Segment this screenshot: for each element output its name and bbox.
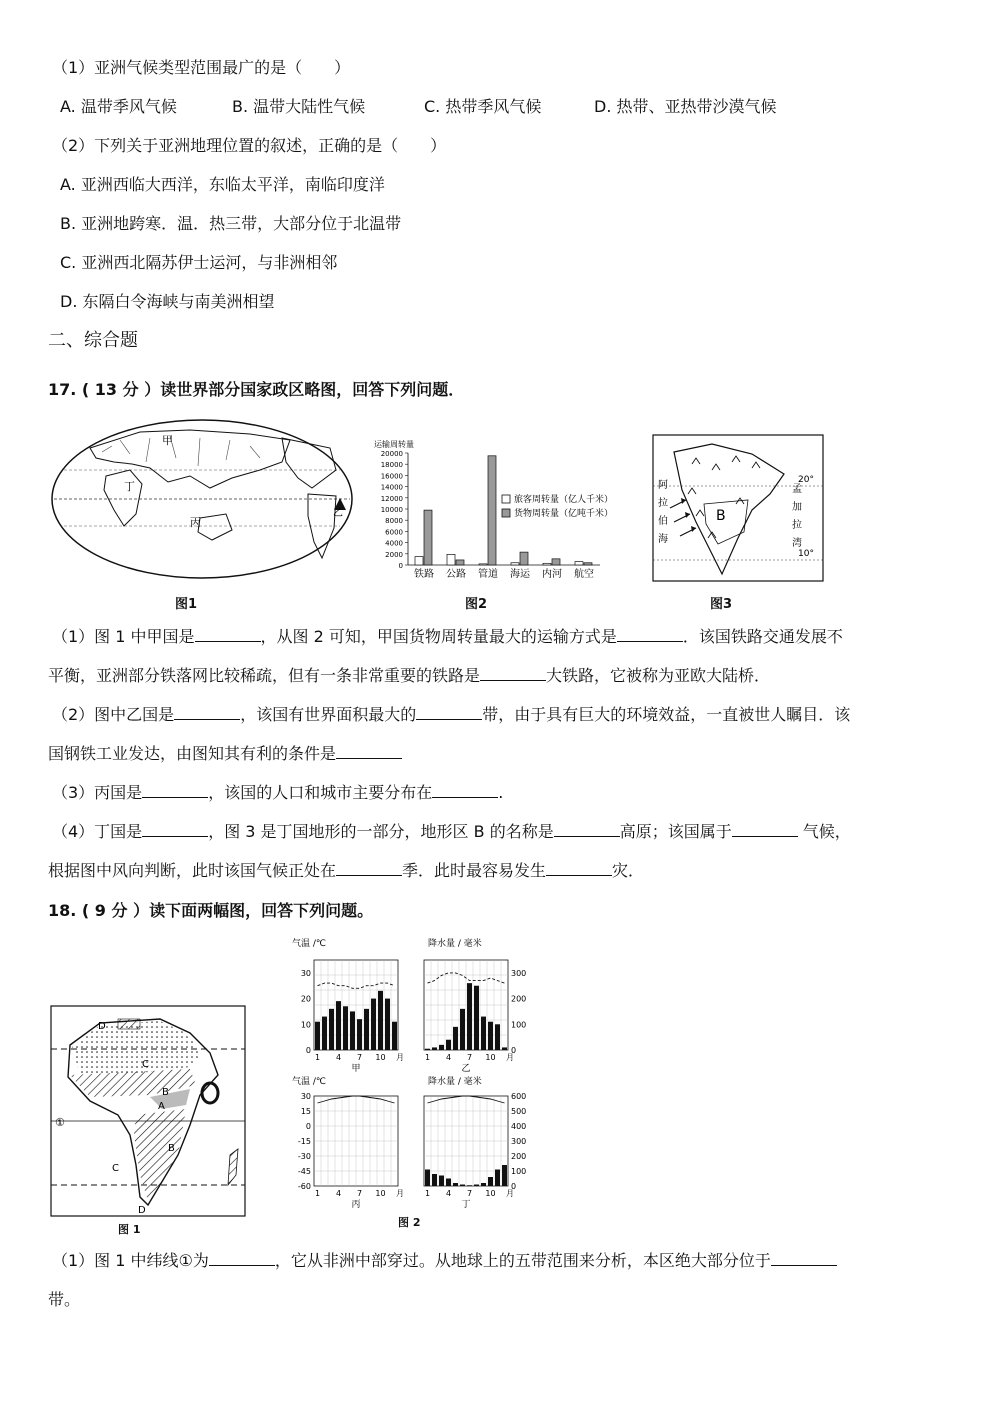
q18-fig2-caption: 图 2: [398, 1216, 421, 1229]
precip-bar: [322, 1017, 327, 1050]
y-tick-label: 4000: [385, 539, 403, 548]
month-tick-label: 1: [314, 1053, 321, 1062]
month-tick-label: 7: [466, 1189, 473, 1198]
y-tick-label: 16000: [380, 472, 403, 481]
y-tick-label: 14000: [380, 483, 403, 492]
month-tick-label: 4: [445, 1189, 452, 1198]
q18-head: 18. ( 9 分 ）读下面两幅图，回答下列问题。: [48, 901, 374, 920]
precip-bar: [385, 999, 390, 1050]
month-tick-label: 7: [356, 1053, 363, 1062]
precip-tick-label: 200: [511, 994, 527, 1004]
y-tick-label: 20000: [380, 450, 403, 458]
category-label: 铁路: [414, 569, 434, 580]
temp-tick-label: -15: [297, 1137, 311, 1146]
month-unit-label: 月: [396, 1189, 404, 1198]
q1-option-a[interactable]: A. 温带季风气候: [60, 97, 177, 116]
q17-text: （2）图中乙国是: [52, 705, 175, 724]
precip-bar: [488, 1177, 493, 1186]
answer-blank[interactable]: [174, 705, 240, 720]
y-tick-label: 12000: [380, 494, 403, 503]
legend-freight-label: 货物周转量（亿吨千米）: [514, 509, 608, 519]
q17-text: ，该国有世界面积最大的: [240, 705, 417, 724]
temp-tick-label: 20: [300, 994, 311, 1004]
q2-stem: （2）下列关于亚洲地理位置的叙述，正确的是（ ）: [52, 136, 447, 155]
answer-blank[interactable]: [336, 744, 402, 759]
month-tick-label: 10: [485, 1189, 496, 1198]
category-label: 海运: [510, 569, 530, 580]
precip-bar: [371, 999, 376, 1050]
answer-blank[interactable]: [771, 1251, 837, 1266]
arab-char-2: 拉: [658, 498, 668, 509]
month-unit-label: 月: [506, 1053, 514, 1062]
precip-axis-title-top: 降水量 / 毫米: [428, 939, 482, 949]
y-tick-label: 6000: [385, 528, 403, 537]
latitude-1-label: ①: [55, 1116, 65, 1129]
bengal-char-2: 加: [792, 502, 802, 513]
month-tick-label: 4: [335, 1053, 342, 1062]
bengal-char-1: 孟: [792, 484, 802, 495]
africa-label-d-north: D: [98, 1021, 106, 1032]
q17-text: 灾．: [612, 861, 645, 880]
bar-passenger: [479, 564, 487, 565]
temp-tick-label: 30: [300, 968, 311, 978]
bar-freight: [520, 552, 528, 565]
q18-fig1-caption: 图 1: [118, 1223, 141, 1236]
month-tick-label: 1: [424, 1189, 431, 1198]
q18-text: （1）图 1 中纬线①为: [52, 1251, 209, 1270]
map-label-yi: 乙: [333, 508, 343, 519]
month-tick-label: 10: [485, 1053, 496, 1062]
month-unit-label: 月: [396, 1053, 404, 1062]
y-tick-label: 8000: [385, 517, 403, 526]
climate-chart-丁: [424, 1092, 526, 1210]
temp-tick-label: -30: [297, 1152, 311, 1161]
precip-bar: [425, 1170, 430, 1187]
precip-bar: [364, 1009, 369, 1050]
answer-blank[interactable]: [480, 666, 546, 681]
bar-freight: [584, 563, 592, 565]
precip-bar: [378, 991, 383, 1050]
precip-bar: [336, 1001, 341, 1050]
q2-option-a[interactable]: A. 亚洲西临大西洋，东临太平洋，南临印度洋: [60, 175, 385, 194]
q18-text: ，它从非洲中部穿过。从地球上的五带范围来分析，本区绝大部分位于: [274, 1251, 771, 1270]
bar-freight: [488, 456, 496, 565]
climate-chart-name: 丙: [351, 1200, 361, 1210]
map-label-jia: 甲: [162, 434, 173, 447]
precip-bar: [474, 1185, 479, 1187]
q17-text: .: [498, 783, 504, 802]
temp-tick-label: -45: [297, 1167, 311, 1176]
precip-tick-label: 0: [511, 1182, 517, 1191]
africa-label-c-south: C: [112, 1163, 119, 1174]
y-tick-label: 2000: [385, 550, 403, 559]
month-tick-label: 7: [466, 1053, 473, 1062]
answer-blank[interactable]: [142, 822, 208, 837]
q17-fig2-caption: 图2: [465, 597, 488, 612]
precip-bar: [481, 1183, 486, 1186]
africa-label-d-south: D: [138, 1205, 146, 1216]
q17-text: ，从图 2 可知，甲国货物周转量最大的运输方式是: [260, 627, 617, 646]
precip-bar: [474, 986, 479, 1050]
answer-blank[interactable]: [617, 627, 683, 642]
map-label-bing: 丙: [190, 516, 201, 529]
legend-passenger-swatch: [502, 495, 510, 503]
y-tick-label: 18000: [380, 461, 403, 470]
precip-bar: [329, 1009, 334, 1050]
climate-chart-name: 甲: [351, 1064, 361, 1074]
precip-tick-label: 600: [511, 1092, 527, 1101]
bar-freight: [552, 559, 560, 565]
q17-sub1-line1: [52, 626, 843, 648]
month-tick-label: 1: [424, 1053, 431, 1062]
climate-chart-丙: [298, 1092, 404, 1210]
bar-passenger: [415, 557, 423, 565]
precip-tick-label: 100: [511, 1020, 527, 1030]
precip-bar: [350, 1011, 355, 1050]
precip-bar: [343, 1006, 348, 1050]
month-tick-label: 10: [375, 1053, 386, 1062]
q17-sub3: [52, 782, 503, 804]
month-tick-label: 4: [445, 1053, 452, 1062]
q17-text: 根据图中风向判断，此时该国气候正处在: [48, 861, 337, 880]
precip-bar: [460, 1185, 465, 1187]
temp-tick-label: 0: [305, 1122, 311, 1131]
transport-chart-title: 运输周转量: [374, 440, 414, 449]
bengal-char-3: 拉: [792, 520, 802, 531]
month-tick-label: 1: [314, 1189, 321, 1198]
answer-blank[interactable]: [336, 861, 402, 876]
climate-chart-乙: [424, 960, 526, 1074]
arab-char-3: 伯: [658, 516, 668, 527]
answer-blank[interactable]: [554, 822, 620, 837]
bar-passenger: [447, 554, 455, 565]
precip-bar: [357, 1019, 362, 1050]
climate-chart-甲: [301, 960, 404, 1074]
precip-bar: [502, 1165, 507, 1186]
q17-text: ．该国铁路交通发展不: [682, 627, 843, 646]
q17-sub4-line2: [48, 860, 644, 882]
precip-tick-label: 400: [511, 1122, 527, 1131]
bar-freight: [456, 560, 464, 565]
q17-text: （4）丁国是: [52, 822, 143, 841]
legend-passenger-label: 旅客周转量（亿人千米）: [514, 495, 608, 505]
precip-bar: [495, 1024, 500, 1050]
precip-bar: [446, 1040, 451, 1050]
precip-bar: [502, 1047, 507, 1050]
fig3-label-b: B: [716, 508, 726, 524]
category-label: 内河: [542, 569, 562, 580]
q17-sub2-line2: [48, 743, 402, 765]
answer-blank[interactable]: [209, 1251, 275, 1266]
precip-bar: [481, 1017, 486, 1050]
bar-freight: [424, 510, 432, 565]
arab-char-4: 海: [658, 534, 668, 545]
precip-tick-label: 300: [511, 968, 527, 978]
answer-blank[interactable]: [732, 822, 798, 837]
temp-axis-title-top: 气温 /℃: [292, 939, 327, 949]
precip-bar: [432, 1174, 437, 1186]
section-heading: 二、综合题: [48, 330, 138, 351]
temp-tick-label: 0: [305, 1046, 311, 1055]
q17-head: 17. ( 13 分 ）读世界部分国家政区略图，回答下列问题．: [48, 380, 465, 399]
map-label-ding: 丁: [124, 480, 135, 493]
q18-sub1-line1: [52, 1250, 837, 1272]
climate-chart-name: 丁: [461, 1200, 471, 1210]
q17-text: 气候，: [797, 822, 851, 841]
q1-option-b[interactable]: B. 温带大陆性气候: [232, 97, 366, 116]
month-tick-label: 7: [356, 1189, 363, 1198]
lat-20-label: 20°: [798, 475, 814, 485]
q1-option-d[interactable]: D. 热带、亚热带沙漠气候: [594, 97, 777, 116]
q17-fig1-caption: 图1: [175, 597, 198, 612]
q17-text: 高原；该国属于: [619, 822, 732, 841]
precip-bar: [432, 1047, 437, 1050]
temp-tick-label: 15: [300, 1107, 311, 1116]
precip-bar: [453, 1183, 458, 1186]
category-label: 管道: [478, 569, 498, 580]
bengal-char-4: 湾: [792, 538, 802, 549]
climate-charts: [288, 936, 542, 1224]
precip-bar: [315, 1022, 320, 1050]
world-map: [50, 418, 354, 580]
q17-text: 带，由于具有巨大的环境效益，一直被世人瞩目．该: [482, 705, 851, 724]
lat-10-label: 10°: [798, 549, 814, 559]
q17-sub1-line2: [48, 665, 770, 687]
india-map: [652, 434, 824, 582]
q1-stem: （1）亚洲气候类型范围最广的是（ ）: [52, 58, 351, 77]
q2-option-c[interactable]: C. 亚洲西北隔苏伊士运河，与非洲相邻: [60, 253, 338, 272]
temp-tick-label: -60: [297, 1182, 311, 1191]
africa-map: [50, 1005, 246, 1227]
legend-freight-swatch: [502, 509, 510, 517]
q17-text: 大铁路，它被称为亚欧大陆桥．: [546, 666, 771, 685]
bar-passenger: [575, 562, 583, 565]
precip-bar: [460, 1009, 465, 1050]
precip-tick-label: 200: [511, 1152, 527, 1161]
q17-sub4-line1: [52, 821, 851, 843]
q17-text: 平衡，亚洲部分铁落网比较稀疏，但有一条非常重要的铁路是: [48, 666, 481, 685]
q17-sub2-line1: [52, 704, 850, 726]
q18-sub1-line2: 带。: [48, 1290, 81, 1309]
transport-chart: [368, 437, 608, 585]
precip-bar: [439, 1176, 444, 1187]
bar-passenger: [543, 563, 551, 565]
precip-bar: [495, 1170, 500, 1187]
y-tick-label: 0: [398, 562, 403, 570]
africa-label-a: A: [158, 1101, 165, 1112]
precip-bar: [439, 1045, 444, 1050]
precip-tick-label: 500: [511, 1107, 527, 1116]
q2-option-d[interactable]: D. 东隔白令海峡与南美洲相望: [60, 292, 275, 311]
climate-chart-name: 乙: [461, 1064, 471, 1074]
temp-tick-label: 30: [300, 1092, 311, 1101]
q17-text: 国钢铁工业发达，由图知其有利的条件是: [48, 744, 337, 763]
q17-text: （1）图 1 中甲国是: [52, 627, 195, 646]
month-tick-label: 4: [335, 1189, 342, 1198]
precip-bar: [392, 1022, 397, 1050]
q17-text: （3）丙国是: [52, 783, 143, 802]
precip-bar: [453, 1027, 458, 1050]
bar-passenger: [511, 563, 519, 565]
q17-fig3-caption: 图3: [710, 597, 733, 612]
africa-label-b-south: B: [168, 1143, 175, 1154]
answer-blank[interactable]: [142, 783, 208, 798]
q17-text: ，该国的人口和城市主要分布在: [208, 783, 433, 802]
q1-option-c[interactable]: C. 热带季风气候: [424, 97, 542, 116]
temp-tick-label: 10: [300, 1020, 311, 1030]
precip-axis-title-bottom: 降水量 / 毫米: [428, 1077, 482, 1087]
y-tick-label: 10000: [380, 506, 403, 514]
precip-tick-label: 0: [511, 1046, 517, 1055]
precip-bar: [467, 983, 472, 1050]
temp-axis-title-bottom: 气温 /℃: [292, 1077, 327, 1087]
month-unit-label: 月: [506, 1189, 514, 1198]
arab-char-1: 阿: [658, 480, 668, 491]
category-label: 航空: [574, 569, 594, 580]
africa-label-b-north: B: [162, 1087, 169, 1098]
q17-text: ，图 3 是丁国地形的一部分，地形区 B 的名称是: [208, 822, 554, 841]
answer-blank[interactable]: [432, 783, 498, 798]
africa-label-c-north: C: [142, 1059, 149, 1070]
precip-tick-label: 300: [511, 1137, 527, 1146]
q2-option-b[interactable]: B. 亚洲地跨寒．温．热三带，大部分位于北温带: [60, 214, 402, 233]
precip-bar: [488, 1022, 493, 1050]
q17-text: 季．此时最容易发生: [402, 861, 547, 880]
answer-blank[interactable]: [416, 705, 482, 720]
precip-tick-label: 100: [511, 1167, 527, 1176]
precip-bar: [425, 1049, 430, 1050]
answer-blank[interactable]: [195, 627, 261, 642]
answer-blank[interactable]: [546, 861, 612, 876]
precip-bar: [446, 1179, 451, 1187]
category-label: 公路: [446, 569, 466, 580]
precip-bar: [467, 1185, 472, 1186]
month-tick-label: 10: [375, 1189, 386, 1198]
